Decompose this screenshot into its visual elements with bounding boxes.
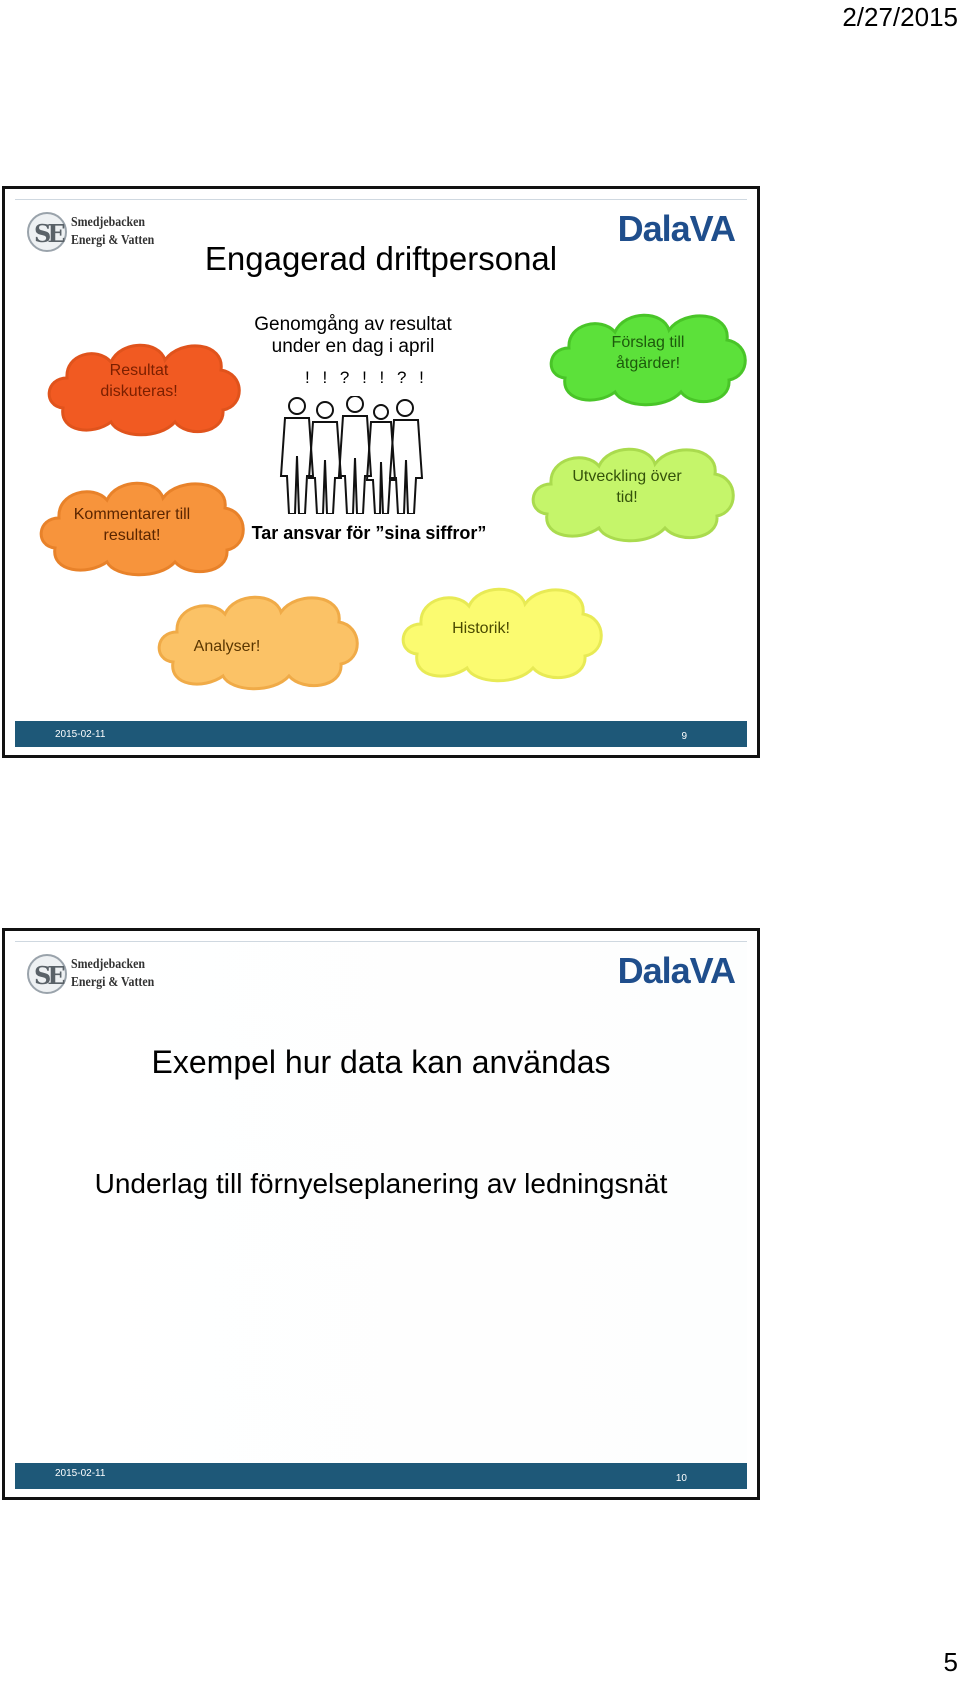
people-caption: Tar ansvar för ”sina siffror”: [251, 523, 487, 543]
people-figures-icon: [277, 396, 437, 519]
slide-10-footer: [15, 1463, 747, 1489]
page-number: 5: [943, 1647, 958, 1677]
slide-title: Engagerad driftpersonal: [204, 240, 558, 277]
dalava-logo: DalaVA: [617, 950, 735, 991]
footer-date: 2015-02-11: [55, 729, 106, 740]
cloud-kommentarer: [33, 470, 251, 580]
cloud-resultat-label: Resultat diskuteras!: [100, 362, 178, 400]
footer-slide-number: 10: [675, 1473, 687, 1484]
footer-date: 2015-02-11: [55, 1468, 106, 1479]
cloud-analyser: [151, 588, 363, 694]
smedjebacken-logo: SE Smedjebacken Energi & Vatten: [27, 212, 157, 256]
slide-title: Exempel hur data kan användas: [151, 1044, 611, 1080]
cloud-kommentarer-label: Kommentarer till resultat!: [73, 506, 191, 544]
print-date: 2/27/2015: [842, 2, 958, 32]
exclamation-marks: ! ! ? ! ! ? !: [305, 368, 428, 387]
slide-10: [2, 928, 760, 1500]
slide-10-canvas: [15, 941, 747, 1487]
dalava-logo: DalaVA: [617, 208, 735, 249]
cloud-utveckling-label: Utveckling över tid!: [572, 468, 682, 506]
cloud-historik-label: Historik!: [452, 620, 510, 637]
footer-slide-number: 9: [681, 731, 687, 742]
smedjebacken-logo: SE Smedjebacken Energi & Vatten: [27, 954, 157, 998]
se-logo-mark: SE: [27, 954, 67, 994]
se-logo-mark: SE: [27, 212, 67, 252]
center-text: Genomgång av resultat under en dag i april: [254, 314, 452, 357]
slide-subtitle: Underlag till förnyelseplanering av ledningsnät: [94, 1168, 668, 1199]
slide-9-footer: [15, 721, 747, 747]
cloud-forslag-label: Förslag till åtgärder!: [611, 334, 685, 372]
cloud-analyser-label: Analyser!: [193, 638, 261, 655]
cloud-historik: [395, 578, 607, 686]
cloud-resultat: [41, 330, 247, 438]
cloud-forslag: [543, 304, 753, 412]
slide-9-canvas: [15, 199, 747, 745]
slide-9: [2, 186, 760, 758]
cloud-utveckling: [525, 438, 739, 548]
